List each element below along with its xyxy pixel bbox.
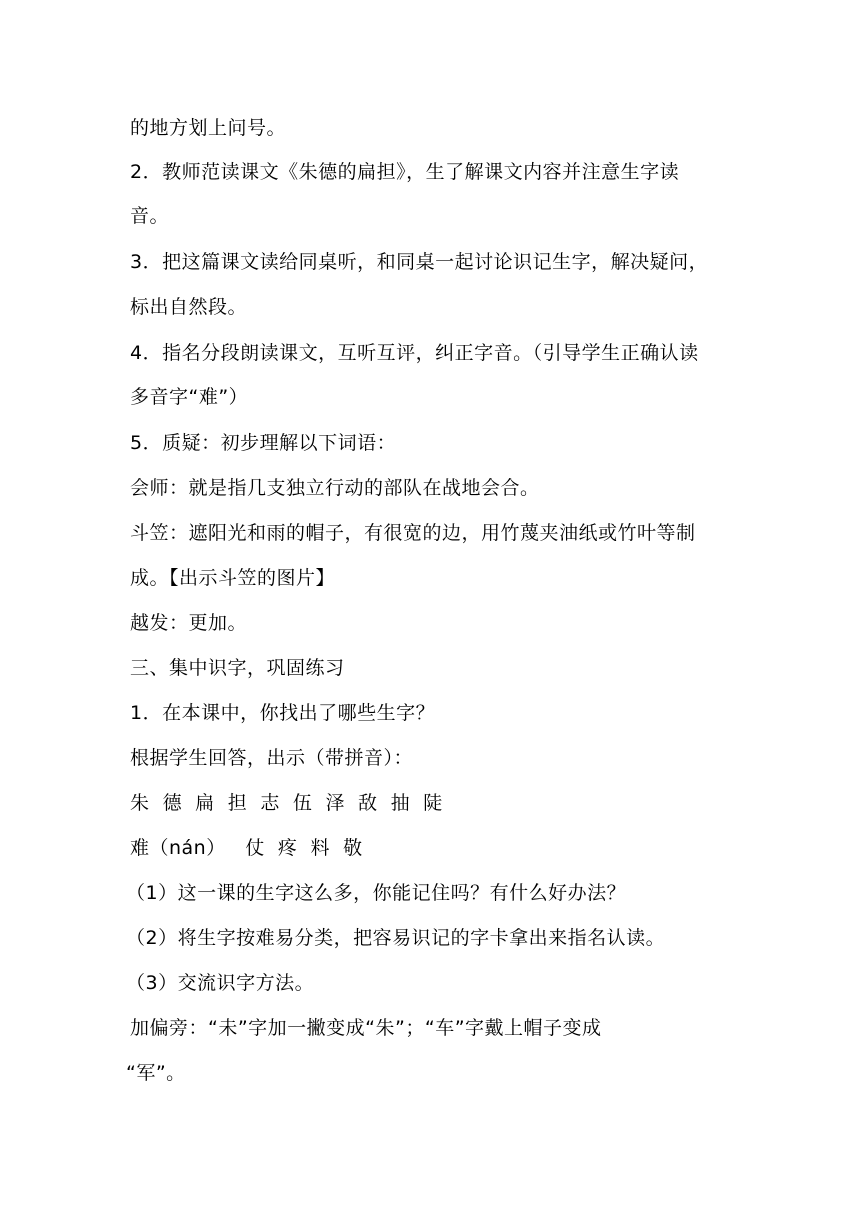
text-line: 1．在本课中，你找出了哪些生字？	[130, 702, 436, 724]
text-line: 根据学生回答，出示（带拼音）：	[130, 747, 414, 769]
text-line: 的地方划上问号。	[130, 117, 287, 139]
text-line: 3．把这篇课文读给同桌听，和同桌一起讨论识记生字，解决疑问，	[130, 251, 709, 273]
text-line: “军”。	[126, 1062, 186, 1084]
text-line: （2）将生字按难易分类，把容易识记的字卡拿出来指名认读。	[126, 927, 666, 949]
text-line: 5．质疑：初步理解以下词语：	[130, 432, 397, 454]
text-line: 音。	[130, 205, 170, 227]
character-list: 难（nán） 仗 疼 料 敬	[130, 837, 363, 859]
text-line: 成。【出示斗笠的图片】	[130, 567, 336, 589]
text-line: 会师：就是指几支独立行动的部队在战地会合。	[130, 477, 540, 499]
section-heading: 三、集中识字，巩固练习	[130, 657, 345, 679]
text-line: 4．指名分段朗读课文，互听互评，纠正字音。（引导学生正确认读	[130, 342, 699, 364]
text-line: 2．教师范读课文《朱德的扁担》，生了解课文内容并注意生字读	[130, 161, 680, 183]
text-line: 标出自然段。	[130, 296, 248, 318]
text-line: 加偏旁：“未”字加一撇变成“朱”；“车”字戴上帽子变成	[130, 1017, 602, 1039]
character-list: 朱 德 扁 担 志 伍 泽 敌 抽 陡	[130, 792, 443, 814]
text-line: （3）交流识字方法。	[126, 972, 315, 994]
text-line: 斗笠：遮阳光和雨的帽子，有很宽的边，用竹蔑夹油纸或竹叶等制	[130, 522, 696, 544]
text-line: （1）这一课的生字这么多，你能记住吗？有什么好办法？	[126, 882, 627, 904]
text-line: 多音字“难”）	[130, 386, 249, 408]
text-line: 越发：更加。	[130, 612, 248, 634]
